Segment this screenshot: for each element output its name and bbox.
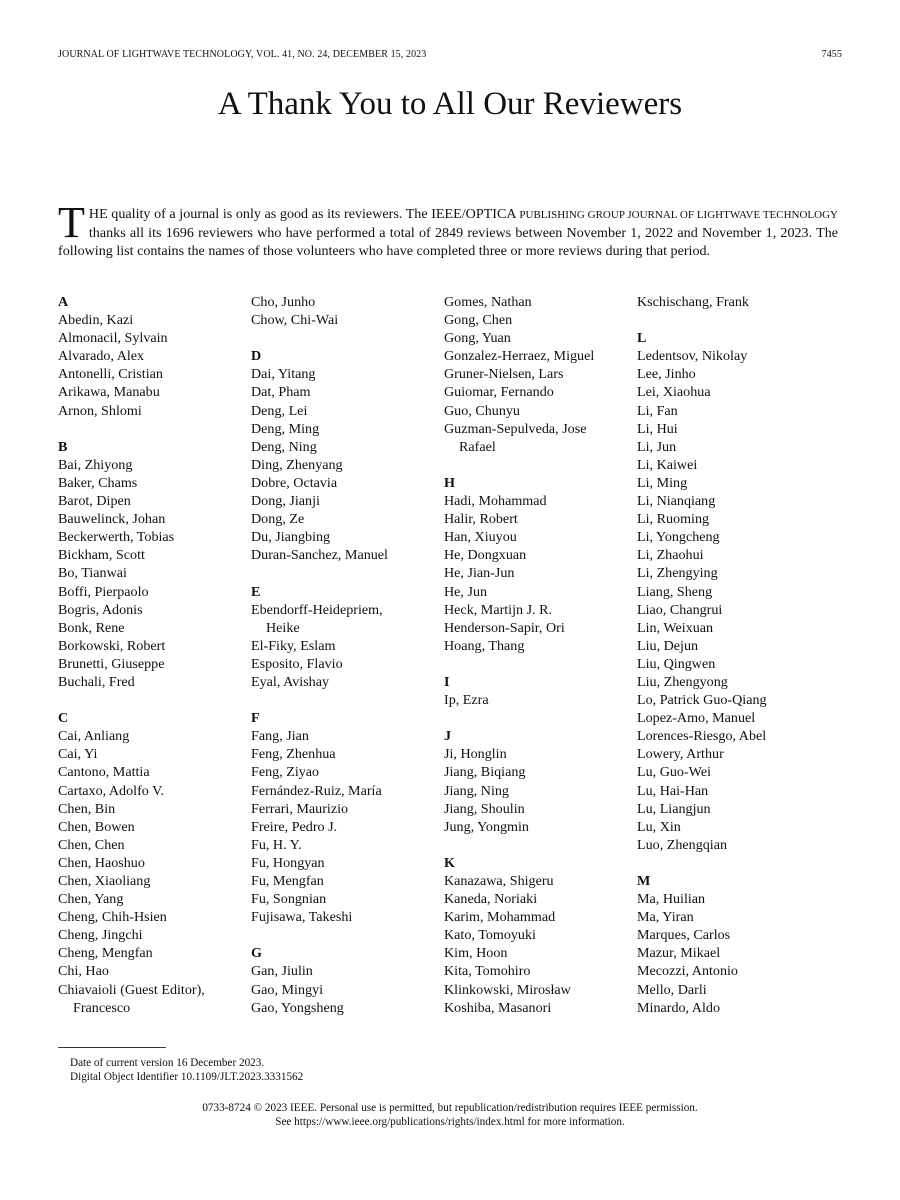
reviewer-name: Lei, Xiaohua <box>637 384 711 401</box>
reviewer-name: Cho, Junho <box>251 294 316 310</box>
section-gap <box>444 709 634 727</box>
reviewer-name: Boffi, Pierpaolo <box>58 583 149 600</box>
section-letter: L <box>637 330 647 347</box>
reviewer-name: Cheng, Chih-Hsien <box>58 909 167 926</box>
reviewer-name: Li, Yongcheng <box>637 529 720 546</box>
footnote-doi: Digital Object Identifier 10.1109/JLT.2023.3331562 <box>70 1071 304 1084</box>
section-gap <box>251 691 441 709</box>
reviewer-name: Bickham, Scott <box>58 547 145 564</box>
reviewer-name: Ma, Huilian <box>637 891 706 908</box>
reviewer-name: Li, Hui <box>637 420 678 437</box>
reviewer-name: Dai, Yitang <box>251 366 316 383</box>
section-gap <box>251 329 441 347</box>
reviewer-name: Ding, Zhenyang <box>251 456 343 473</box>
reviewer-name: Han, Xiuyou <box>444 529 517 546</box>
section-gap <box>251 564 441 582</box>
reviewer-name-continued: Rafael <box>459 438 496 455</box>
reviewer-name: Lu, Xin <box>637 818 681 835</box>
reviewer-name: Heck, Martijn J. R. <box>444 601 553 618</box>
section-letter: E <box>251 583 261 600</box>
section-letter: F <box>251 710 260 727</box>
footnote-rule <box>58 1047 166 1048</box>
reviewer-name: Abedin, Kazi <box>58 312 134 329</box>
reviewer-name: Cai, Yi <box>58 746 98 763</box>
reviewer-name: Ledentsov, Nikolay <box>637 348 748 365</box>
copyright-notice <box>0 1101 900 1130</box>
reviewer-name: Cartaxo, Adolfo V. <box>58 782 164 799</box>
footnote <box>70 1056 303 1085</box>
section-gap <box>637 311 827 329</box>
reviewer-name: Baker, Chams <box>58 474 138 491</box>
reviewer-name: Ji, Honglin <box>444 746 507 763</box>
reviewer-name: Li, Kaiwei <box>637 456 698 473</box>
reviewer-name: Fu, Hongyan <box>251 854 325 871</box>
intro-paragraph <box>58 198 838 261</box>
reviewer-name: Klinkowski, Mirosław <box>444 981 571 998</box>
reviewer-name: Gan, Jiulin <box>251 963 313 980</box>
reviewer-name: Halir, Robert <box>444 511 518 528</box>
reviewer-name: Dobre, Octavia <box>251 474 338 491</box>
page-title: A Thank You to All Our Reviewers <box>217 86 683 122</box>
reviewer-name: Fernández-Ruiz, María <box>251 782 382 799</box>
reviewer-name: El-Fiky, Eslam <box>251 637 336 654</box>
reviewer-name: Liang, Sheng <box>637 583 713 600</box>
reviewer-name: Li, Fan <box>637 402 678 419</box>
reviewer-name: Fang, Jian <box>251 728 309 745</box>
reviewer-name: Kita, Tomohiro <box>444 963 531 980</box>
reviewer-name: Chen, Bowen <box>58 818 135 835</box>
reviewer-name: Guiomar, Fernando <box>444 384 554 401</box>
reviewer-name: Lo, Patrick Guo-Qiang <box>637 692 767 709</box>
reviewer-name: Buchali, Fred <box>58 673 135 690</box>
reviewer-name: Li, Nianqiang <box>637 493 716 510</box>
copyright-line-2: See https://www.ieee.org/publications/rights/index.html for more information. <box>275 1116 625 1129</box>
reviewer-name: Mecozzi, Antonio <box>637 963 738 980</box>
reviewer-name: Li, Zhaohui <box>637 547 704 564</box>
reviewer-name: Luo, Zhengqian <box>637 836 728 853</box>
reviewer-name: Deng, Ming <box>251 420 320 437</box>
reviewer-name: Cheng, Jingchi <box>58 927 143 944</box>
reviewer-name: Koshiba, Masanori <box>444 999 552 1016</box>
section-gap <box>58 691 248 709</box>
reviewer-name: Chi, Hao <box>58 963 109 980</box>
reviewer-name: Alvarado, Alex <box>58 348 145 365</box>
reviewer-name: Chiavaioli (Guest Editor), <box>58 981 205 998</box>
reviewer-name: Li, Zhengying <box>637 565 718 582</box>
reviewer-name: Guzman-Sepulveda, Jose <box>444 420 587 437</box>
reviewer-name: Bai, Zhiyong <box>58 456 133 473</box>
reviewer-name: Gao, Mingyi <box>251 981 324 998</box>
reviewer-name: Gong, Yuan <box>444 330 511 347</box>
reviewer-name: Chow, Chi-Wai <box>251 312 339 329</box>
drop-cap: T <box>58 198 85 247</box>
copyright-line-1: 0733-8724 © 2023 IEEE. Personal use is permitted, but republication/redistribution requires IEEE permission. <box>202 1102 698 1114</box>
reviewer-name: Chen, Bin <box>58 800 116 817</box>
page-number: 7455 <box>821 49 842 60</box>
reviewer-name: Brunetti, Giuseppe <box>58 655 165 672</box>
reviewer-name: Jiang, Biqiang <box>444 764 526 781</box>
reviewer-name: Li, Ming <box>637 474 688 491</box>
reviewer-name: Lu, Liangjun <box>637 800 711 817</box>
reviewer-name: Freire, Pedro J. <box>251 818 338 835</box>
reviewer-name: Lu, Guo-Wei <box>637 764 712 781</box>
reviewer-name: Liao, Changrui <box>637 601 723 618</box>
reviewer-name: Kschischang, Frank <box>637 294 749 310</box>
reviewer-name: Gomes, Nathan <box>444 294 532 310</box>
reviewer-name: Liu, Zhengyong <box>637 673 728 690</box>
reviewer-name: Liu, Qingwen <box>637 655 716 672</box>
reviewer-name: Fu, Songnian <box>251 891 327 908</box>
reviewer-name: Guo, Chunyu <box>444 402 520 419</box>
section-letter: A <box>58 294 69 310</box>
reviewer-name: Lu, Hai-Han <box>637 782 709 799</box>
reviewer-name: Mazur, Mikael <box>637 945 721 962</box>
reviewer-name: Bonk, Rene <box>58 619 125 636</box>
intro-text-1: HE quality of a journal is only as good as its reviewers. The IEEE/OPTICA <box>88 206 520 222</box>
reviewer-name: Arikawa, Manabu <box>58 384 160 401</box>
intro-text-2: thanks all its 1696 reviewers who have performed a total of 2849 reviews between November 1, 2022 and November 1, 2023. The following list contains the names of those volunteers who have completed three or more reviews during that period. <box>58 225 838 260</box>
reviewer-name: Deng, Lei <box>251 402 308 419</box>
running-header <box>58 49 842 60</box>
reviewer-name: Barot, Dipen <box>58 493 131 510</box>
reviewer-name: Jiang, Shoulin <box>444 800 525 817</box>
reviewer-name: Jung, Yongmin <box>444 818 529 835</box>
reviewer-name: Cantono, Mattia <box>58 764 150 781</box>
reviewer-name: Lopez-Amo, Manuel <box>637 710 756 727</box>
reviewer-name: Liu, Dejun <box>637 637 699 654</box>
reviewer-name: Ip, Ezra <box>444 692 489 709</box>
section-gap <box>444 655 634 673</box>
reviewer-name: Chen, Chen <box>58 836 125 853</box>
reviewer-name: Li, Jun <box>637 438 677 455</box>
section-gap <box>637 854 827 872</box>
reviewer-name: Dong, Jianji <box>251 493 320 510</box>
reviewer-name: Arnon, Shlomi <box>58 402 142 419</box>
footnote-date: Date of current version 16 December 2023. <box>70 1057 265 1069</box>
reviewer-name: Bo, Tianwai <box>58 565 127 582</box>
reviewer-name: Kaneda, Noriaki <box>444 891 538 908</box>
section-letter: G <box>251 945 262 962</box>
reviewer-name: Feng, Zhenhua <box>251 746 336 763</box>
reviewer-name: Lee, Jinho <box>637 366 696 383</box>
reviewer-name: Chen, Haoshuo <box>58 854 145 871</box>
reviewer-name: Duran-Sanchez, Manuel <box>251 547 388 564</box>
journal-name-smallcaps: PUBLISHING GROUP JOURNAL OF LIGHTWAVE TECHNOLOGY <box>519 209 838 221</box>
reviewer-name: Beckerwerth, Tobias <box>58 529 175 546</box>
reviewer-name: Feng, Ziyao <box>251 764 320 781</box>
reviewer-name: Mello, Darli <box>637 981 707 998</box>
section-letter: M <box>637 873 651 889</box>
reviewer-name: Minardo, Aldo <box>637 999 720 1016</box>
reviewer-name: Fu, Mengfan <box>251 873 324 889</box>
reviewer-name: Esposito, Flavio <box>251 655 343 672</box>
reviewer-name-continued: Heike <box>266 619 300 636</box>
reviewer-name: Kim, Hoon <box>444 945 508 962</box>
section-letter: D <box>251 348 262 365</box>
journal-citation: JOURNAL OF LIGHTWAVE TECHNOLOGY, VOL. 41, NO. 24, DECEMBER 15, 2023 <box>58 49 427 60</box>
reviewer-name-continued: Francesco <box>73 999 131 1016</box>
reviewer-name: Gruner-Nielsen, Lars <box>444 366 564 383</box>
reviewer-name: Chen, Yang <box>58 891 124 908</box>
reviewer-name: Karim, Mohammad <box>444 909 556 926</box>
reviewer-name: Kanazawa, Shigeru <box>444 873 554 889</box>
reviewer-name: Du, Jiangbing <box>251 529 331 546</box>
section-letter: B <box>58 438 68 455</box>
reviewer-name: Hoang, Thang <box>444 637 525 654</box>
reviewer-name: Lorences-Riesgo, Abel <box>637 728 767 745</box>
reviewer-name: Li, Ruoming <box>637 511 710 528</box>
section-letter: C <box>58 710 69 727</box>
section-gap <box>58 420 248 438</box>
reviewer-name: Fujisawa, Takeshi <box>251 909 353 926</box>
section-gap <box>444 836 634 854</box>
section-letter: J <box>444 728 452 745</box>
section-letter: I <box>444 673 450 690</box>
reviewer-column-3 <box>444 293 634 1017</box>
reviewer-name: Gonzalez-Herraez, Miguel <box>444 348 595 365</box>
section-letter: K <box>444 854 455 871</box>
reviewer-name: Cai, Anliang <box>58 728 130 745</box>
reviewer-name: Ebendorff-Heidepriem, <box>251 601 383 618</box>
reviewer-name: Ma, Yiran <box>637 909 694 926</box>
reviewer-name: Dong, Ze <box>251 511 305 528</box>
reviewer-column-4 <box>637 293 827 1017</box>
reviewer-name: Henderson-Sapir, Ori <box>444 619 565 636</box>
reviewer-name: Jiang, Ning <box>444 782 509 799</box>
section-letter: H <box>444 474 455 491</box>
reviewer-name: He, Dongxuan <box>444 547 527 564</box>
reviewer-name: Deng, Ning <box>251 438 317 455</box>
reviewer-name: Kato, Tomoyuki <box>444 927 536 944</box>
section-gap <box>251 926 441 944</box>
reviewer-column-2 <box>251 293 441 1017</box>
reviewer-name: Marques, Carlos <box>637 927 731 944</box>
reviewer-name: Gao, Yongsheng <box>251 999 344 1016</box>
section-gap <box>444 456 634 474</box>
reviewer-name: Almonacil, Sylvain <box>58 330 168 347</box>
reviewer-name: Borkowski, Robert <box>58 637 166 654</box>
reviewer-name: Lin, Weixuan <box>637 619 714 636</box>
reviewer-name: Hadi, Mohammad <box>444 493 547 510</box>
reviewer-name: He, Jian-Jun <box>444 565 515 582</box>
reviewer-name: Antonelli, Cristian <box>58 366 163 383</box>
reviewer-name: Bauwelinck, Johan <box>58 511 166 528</box>
reviewer-name: Lowery, Arthur <box>637 746 724 763</box>
reviewer-name: Fu, H. Y. <box>251 836 302 853</box>
reviewer-name: Dat, Pham <box>251 384 311 401</box>
reviewer-column-1 <box>58 293 248 1017</box>
reviewer-name: Cheng, Mengfan <box>58 945 153 962</box>
reviewer-name: Ferrari, Maurizio <box>251 800 349 817</box>
reviewer-name: Eyal, Avishay <box>251 673 330 690</box>
reviewer-name: Chen, Xiaoliang <box>58 873 151 889</box>
reviewer-name: He, Jun <box>444 583 488 600</box>
reviewer-name: Bogris, Adonis <box>58 601 143 618</box>
reviewer-name: Gong, Chen <box>444 312 513 329</box>
